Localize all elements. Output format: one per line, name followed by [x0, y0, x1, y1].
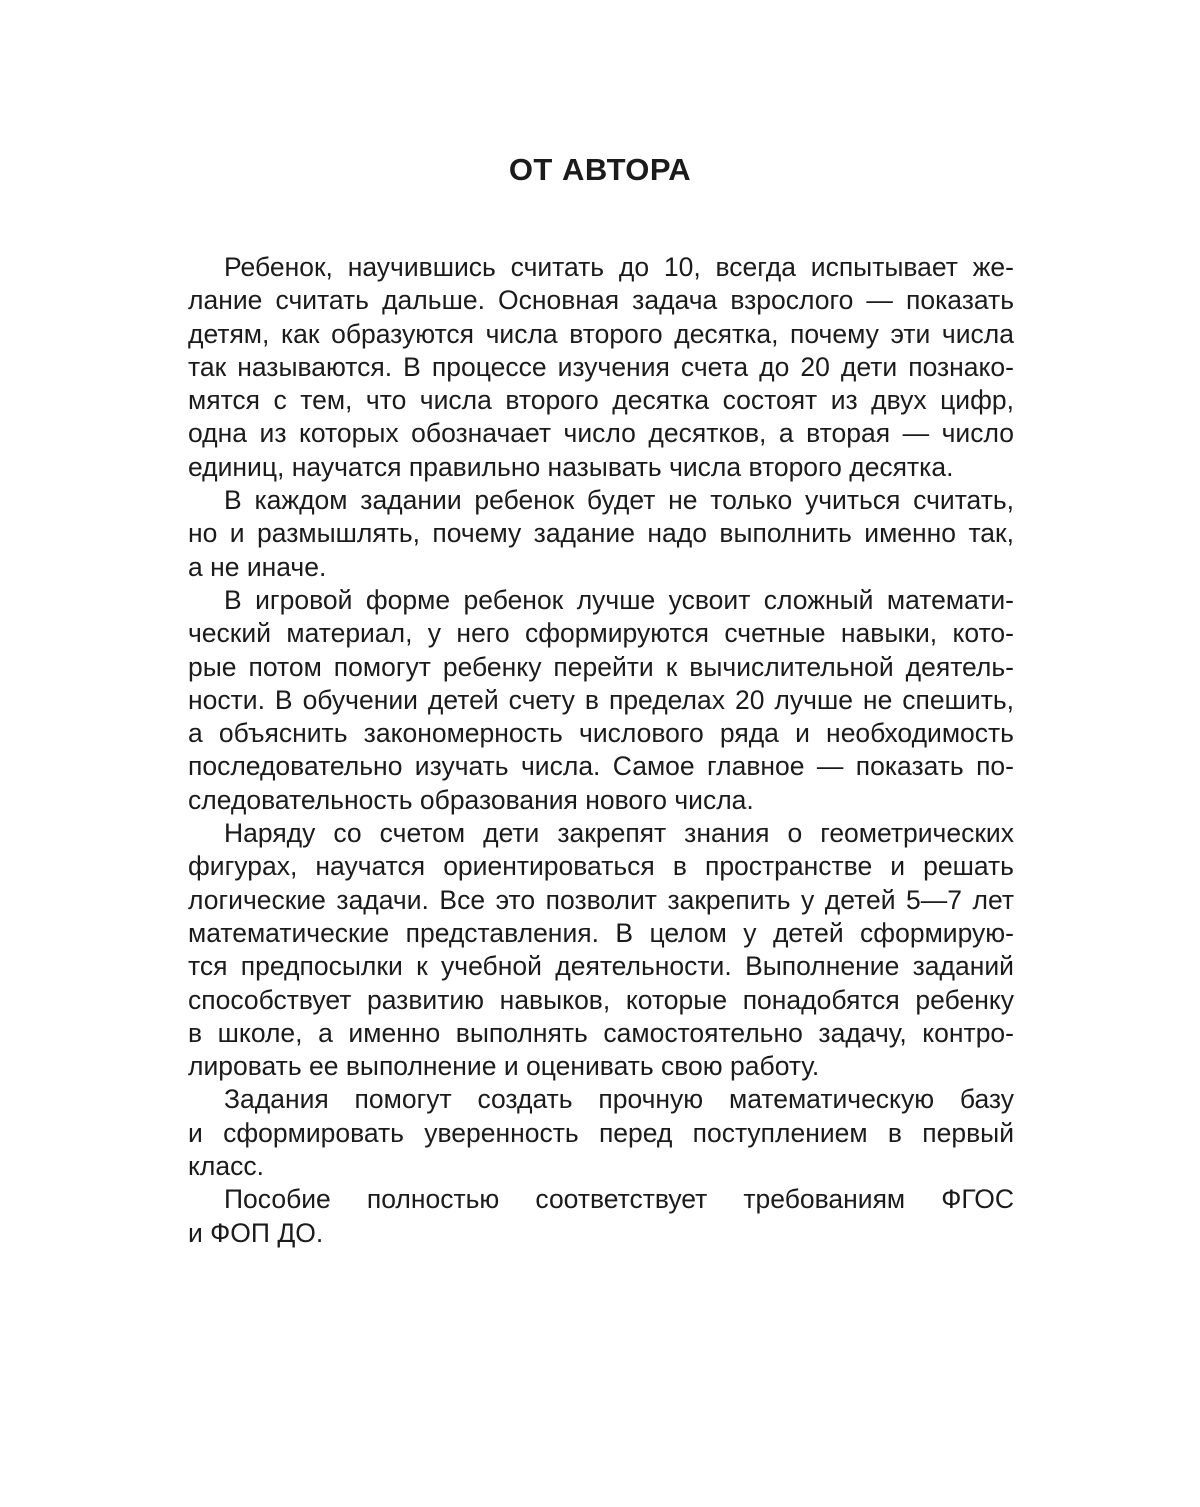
text-line: но и размышлять, почему задание надо выполнить именно так,	[188, 518, 1014, 549]
paragraph-3	[188, 584, 1014, 817]
text-line: В игровой форме ребенок лучше усвоит сложный математи-	[224, 584, 1014, 615]
text-line: логические задачи. Все это позволит закрепить у детей 5—7 лет	[188, 884, 1014, 915]
text-line: а не иначе.	[188, 551, 327, 582]
paragraph-6	[188, 1183, 1014, 1250]
text-line: а объяснить закономерность числового ряда и необходимость	[188, 718, 1014, 749]
text-line: и ФОП ДО.	[188, 1217, 324, 1248]
text-line: лание считать дальше. Основная задача взрослого — показать	[188, 285, 1014, 316]
text-line: следовательность образования нового числа.	[188, 784, 754, 815]
paragraph-2	[188, 484, 1014, 584]
text-line: мятся с тем, что числа второго десятка состоят из двух цифр,	[188, 385, 1014, 416]
text-line: фигурах, научатся ориентироваться в пространстве и решать	[188, 851, 1014, 882]
text-line: математические представления. В целом у детей сформирую-	[188, 917, 1014, 948]
page-title: ОТ АВТОРА	[508, 152, 692, 187]
body-text	[188, 251, 1014, 1250]
paragraph-4	[188, 817, 1014, 1083]
text-line: так называются. В процессе изучения счета до 20 дети познако-	[188, 351, 1014, 382]
text-line: последовательно изучать числа. Самое главное — показать по-	[188, 751, 1014, 782]
text-line: способствует развитию навыков, которые понадобятся ребенку	[188, 984, 1014, 1015]
text-line: единиц, научатся правильно называть числа второго десятка.	[188, 451, 954, 482]
text-line: тся предпосылки к учебной деятельности. Выполнение заданий	[188, 951, 1014, 982]
text-line: в школе, а именно выполнять самостоятельно задачу, контро-	[188, 1017, 1014, 1048]
text-line: рые потом помогут ребенку перейти к вычислительной деятель-	[188, 651, 1014, 682]
text-line: Наряду со счетом дети закрепят знания о геометрических	[224, 818, 1014, 849]
text-line: ческий материал, у него сформируются счетные навыки, кото-	[188, 618, 1014, 649]
text-line: В каждом задании ребенок будет не только учиться считать,	[224, 485, 1014, 516]
paragraph-1	[188, 251, 1014, 484]
text-line: и сформировать уверенность перед поступлением в первый	[188, 1117, 1014, 1148]
text-line: ности. В обучении детей счету в пределах 20 лучше не спешить,	[188, 684, 1014, 715]
text-line: класс.	[188, 1151, 264, 1182]
text-line: Пособие полностью соответствует требованиям ФГОС	[224, 1184, 1014, 1215]
text-line: Ребенок, научившись считать до 10, всегда испытывает же-	[224, 252, 1014, 282]
text-line: лировать ее выполнение и оценивать свою работу.	[188, 1051, 820, 1082]
text-line: одна из которых обозначает число десятков, а вторая — число	[188, 418, 1014, 449]
text-line: детям, как образуются числа второго десятка, почему эти числа	[188, 318, 1014, 349]
text-line: Задания помогут создать прочную математическую базу	[224, 1084, 1014, 1115]
paragraph-5	[188, 1083, 1014, 1183]
